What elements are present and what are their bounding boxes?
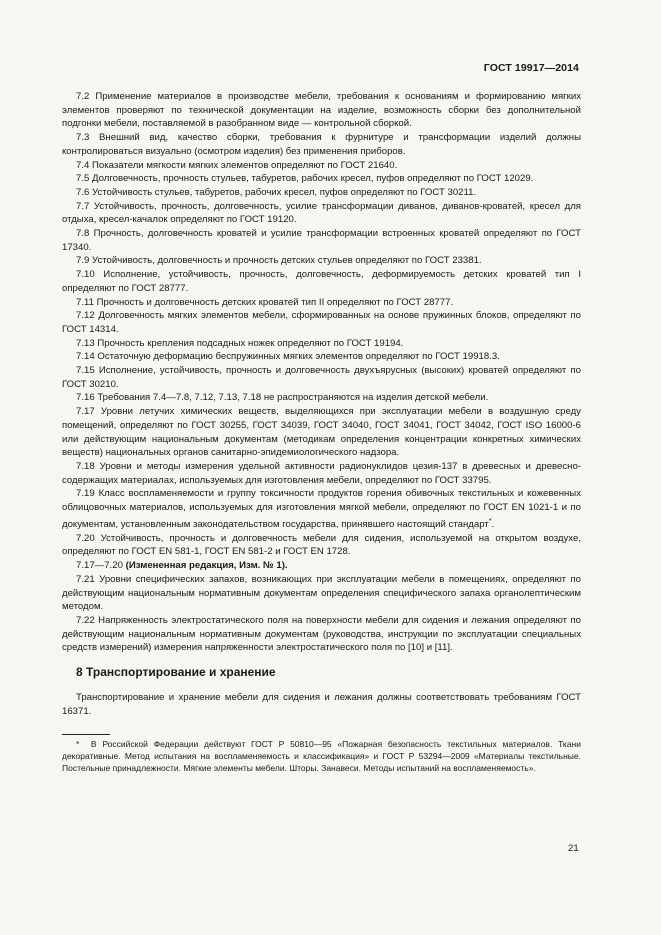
footnote-mark: * (76, 739, 80, 750)
clause-number: 7.6 (76, 186, 90, 198)
clause-paragraph (62, 350, 581, 364)
clause-paragraph (62, 532, 581, 559)
section-paragraph: Транспортирование и хранение мебели для сидения и лежания должны соответствовать требованиям ГОСТ 16371. (62, 692, 581, 717)
clause-tail: . (491, 518, 495, 530)
clause-number: 7.22 (76, 614, 95, 626)
clause-paragraph (62, 487, 581, 531)
clause-paragraph (62, 200, 581, 227)
clause-paragraph (62, 268, 581, 295)
clause-number: 7.12 (76, 310, 95, 322)
clause-number: 7.14 (76, 351, 95, 363)
document-header: ГОСТ 19917—2014 (483, 62, 579, 74)
clause-number: 7.11 (76, 296, 94, 308)
clause-paragraph (62, 309, 581, 336)
clause-text: Устойчивость, долговечность и прочность детских стульев определяют по ГОСТ 23381. (92, 255, 482, 267)
clause-number: 7.19 (76, 488, 95, 500)
clause-number: 7.13 (76, 337, 95, 349)
clause-paragraph (62, 131, 581, 158)
clause-text: Уровни специфических запахов, возникающих при эксплуатации мебели в помещениях, определяют по действующим национальным нормативным документам определения специфического запаха органолептическим методом. (62, 573, 581, 613)
clause-number: 7.5 (76, 173, 90, 185)
clause-paragraph (62, 296, 581, 310)
clause-text: Остаточную деформацию беспружинных мягких элементов определяют по ГОСТ 19918.3. (97, 351, 500, 363)
clause-number: 7.7 (76, 200, 90, 212)
clause-text: Класс воспламеняемости и группу токсичности продуктов горения обивочных текстильных и кожевенных облицовочных материалов, используемых для изготовления мягкой мебели, определяют по ГОСТ EN 1021-1 и по документам, установленным законодательством государства, принявшего настоящий стандарт (62, 488, 581, 530)
footnote-divider (62, 734, 110, 735)
clause-paragraph (62, 614, 581, 655)
clause-text: Напряженность электростатического поля на поверхности мебели для сидения и лежания определяют по действующим национальным нормативным документам (руководства, инструкции по эксплуатации специальных средств измерений) измерения напряженности электростатического поля по [10] и [11]. (62, 614, 581, 654)
clause-text: Исполнение, устойчивость, прочность, долговечность, деформируемость детских кроватей тип I определяют по ГОСТ 28777. (62, 269, 582, 294)
clause-number: 7.3 (76, 132, 90, 144)
clause-text: Показатели мягкости мягких элементов определяют по ГОСТ 21640. (92, 159, 398, 171)
clause-text: Прочность, долговечность кроватей и усилие трансформации встроенных кроватей определяют по ГОСТ 17340. (62, 228, 581, 253)
clause-number: 7.21 (76, 573, 95, 585)
clause-text: Применение материалов в производстве мебели, требования к основаниям и формированию мягких элементов проверяют по технической документации на изделие, возможность сборки без дополнительной подгонки мебели, поставляемой в разобранном виде — контрольной сборкой. (62, 91, 581, 130)
footnote (62, 739, 581, 774)
clause-number: 7.18 (76, 460, 95, 472)
clause-paragraph (62, 573, 581, 614)
clause-number: 7.9 (76, 255, 90, 267)
clause-number: 7.10 (76, 269, 95, 281)
clause-number: 7.15 (76, 365, 95, 377)
clause-text: Устойчивость, прочность, долговечность, усилие трансформации диванов, диванов-кроватей, кресел для отдыха, кресел-качалок определяют по ГОСТ 19120. (62, 200, 582, 226)
clause-paragraph (62, 559, 581, 573)
clause-paragraph (62, 337, 581, 351)
clause-number: 7.8 (76, 228, 90, 240)
clause-paragraph (62, 186, 581, 200)
clause-number: 7.16 (76, 392, 95, 404)
clause-paragraph (62, 391, 581, 405)
clause-text: Требования 7.4—7.8, 7.12, 7.13, 7.18 не распространяются на изделия детской мебели. (97, 392, 489, 404)
clause-text: Устойчивость стульев, табуретов, рабочих кресел, пуфов определяют по ГОСТ 30211. (92, 186, 477, 198)
clause-number: 7.17—7.20 (76, 560, 123, 572)
footnote-text: В Российской Федерации действуют ГОСТ Р 50810—95 «Пожарная безопасность текстильных материалов. Ткани декоративные. Метод испытания на воспламеняемость и классификация» и ГОСТ Р 53294—2009 «Материалы текстильные. Постельные принадлежности. Мягкие элементы мебели. Шторы. Занавеси. Методы испытаний на воспламеняемость». (62, 739, 581, 774)
clause-text: Внешний вид, качество сборки, требования к фурнитуре и трансформации изделий должны контролироваться визуально (осмотром изделия) без применения приборов. (62, 132, 581, 157)
section-title: 8 Транспортирование и хранение (76, 665, 276, 680)
clause-paragraph (62, 227, 581, 254)
clause-paragraph (62, 172, 581, 186)
page-content (62, 90, 581, 775)
clause-text: Исполнение, устойчивость, прочность и долговечность двухъярусных (высоких) кроватей определяют по ГОСТ 30210. (62, 365, 581, 390)
clause-text: Прочность и долговечность детских кроватей тип II определяют по ГОСТ 28777. (96, 296, 454, 308)
clause-paragraph (62, 90, 581, 131)
clause-number: 7.4 (76, 159, 90, 171)
clause-text: Долговечность, прочность стульев, табуретов, рабочих кресел, пуфов определяют по ГОСТ 12029. (92, 173, 534, 185)
clause-paragraph (62, 405, 581, 460)
clause-number: 7.17 (76, 406, 95, 418)
clause-paragraph (62, 159, 581, 173)
clause-list (62, 90, 581, 655)
footnote-reference: * (488, 517, 492, 525)
clause-text: Уровни летучих химических веществ, выделяющихся при эксплуатации мебели в воздушную среду помещений, определяют по ГОСТ 30255, ГОСТ 34039, ГОСТ 34040, ГОСТ 34041, ГОСТ 34042, ГОСТ ISO 16000-6 или действующим национальным документам (методикам определения концентрации конкретных химических веществ) национальных органов санитарно-эпидемиологического надзора. (62, 406, 581, 459)
clause-number: 7.2 (76, 91, 90, 102)
clause-text: (Измененная редакция, Изм. № 1). (125, 560, 288, 572)
clause-text: Уровни и методы измерения удельной активности радионуклидов цезия-137 в древесных и древесно-содержащих материалах, используемых для изготовления мебели, определяют по ГОСТ 33795. (62, 460, 581, 486)
clause-paragraph (62, 254, 581, 268)
clause-text: Прочность крепления подсадных ножек определяют по ГОСТ 19194. (97, 337, 404, 349)
clause-number: 7.20 (76, 532, 95, 544)
clause-paragraph (62, 460, 581, 487)
clause-text: Долговечность мягких элементов мебели, сформированных на основе пружинных блоков, определяют по ГОСТ 14314. (62, 310, 581, 335)
page-number: 21 (568, 843, 579, 854)
clause-text: Устойчивость, прочность и долговечность мебели для сидения, используемой на открытом воздухе, определяют по ГОСТ EN 581-1, ГОСТ EN 581-2 и ГОСТ EN 1728. (62, 532, 581, 558)
clause-paragraph (62, 364, 581, 391)
